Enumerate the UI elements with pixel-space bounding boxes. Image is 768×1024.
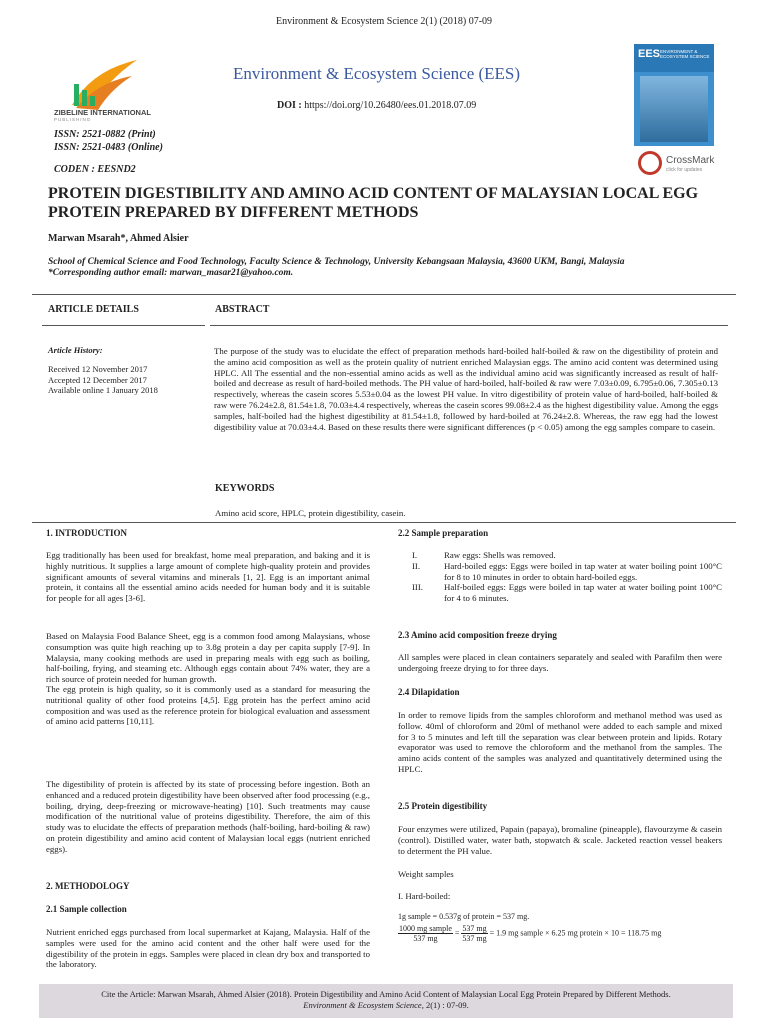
cover-image <box>640 76 708 142</box>
abstract-rule <box>210 325 728 326</box>
issn-online: ISSN: 2521-0483 (Online) <box>54 142 163 153</box>
protein-digestibility-heading: 2.5 Protein digestibility <box>398 801 488 811</box>
dilapidation-heading: 2.4 Dilapidation <box>398 687 460 697</box>
crossmark-badge[interactable] <box>638 150 718 178</box>
list-item: III. Half-boiled eggs: Eggs were boiled in tap water at water boiling point 100°C for 4 to 6 minutes. <box>412 582 722 604</box>
publisher-sub: PUBLISHING <box>54 117 92 122</box>
crossmark-icon <box>638 151 662 175</box>
fraction-1: $\frac{\text{1000 mg sample}}{537 mg}$ <box>399 924 452 943</box>
citation-journal: Environment & Ecosystem Science, <box>303 1000 424 1010</box>
citation-footer <box>39 984 733 1018</box>
crossmark-label: CrossMark <box>666 155 715 166</box>
corresponding-author: *Corresponding author email: marwan_masar21@yahoo.com. <box>48 268 294 278</box>
divider-2 <box>32 522 736 523</box>
article-title: PROTEIN DIGESTIBILITY AND AMINO ACID CONTENT OF MALAYSIAN LOCAL EGG PROTEIN PREPARED BY DIFFERENT METHODS <box>48 185 699 221</box>
doi-link[interactable]: https://doi.org/10.26480/ees.01.2018.07.09 <box>304 100 477 111</box>
running-head: Environment & Ecosystem Science 2(1) (2018) 07-09 <box>275 16 493 27</box>
journal-cover[interactable] <box>634 44 714 146</box>
protein-digestibility-text: Four enzymes were utilized, Papain (papaya), bromaline (pineapple), flavourzyme & casein (control). Distilled water, water bath, stopwatch & scale. Jacketed reaction vessel beakers to determent the PH value. <box>398 824 722 856</box>
equals-sign: = <box>454 928 460 938</box>
history-label: Article History: <box>48 345 103 355</box>
sample-preparation-heading: 2.2 Sample preparation <box>398 528 489 538</box>
intro-paragraph-3: The egg protein is high quality, so it is commonly used as a standard for measuring the nutritional quality of other food proteins [4,5]. Egg protein has the perfect amino acid composition and was used as the reference protein for biological evaluation and assessment of amino acid patterns [10,11]. <box>46 684 370 727</box>
received-date: Received 12 November 2017 <box>48 364 148 374</box>
cover-abbrev: EES <box>638 48 661 60</box>
divider <box>32 294 736 295</box>
hard-boiled-label: I. Hard-boiled: <box>398 891 451 901</box>
crossmark-sub: click for updates <box>666 167 703 173</box>
abstract-heading: ABSTRACT <box>215 304 270 315</box>
dilapidation-text: In order to remove lipids from the samples chloroform and methanol method was used as follow. 40ml of chloroform and 20ml of methanol were added to each sample and mixed for 3 to 5 minutes and left till the separation was clear between protein and lipids. Rotary evaporator was used to remove the chloroform and the methanol from the samples. The amino acids content of the samples was analyzed and quantitatively determined using the HPLC. <box>398 710 722 774</box>
abstract-text: The purpose of the study was to elucidate the effect of preparation methods hard-boiled half-boiled & raw on the digestibility of protein and the amino acid composition as well as the protein quality of nutrient enriched Malaysian eggs. The amino acid content was determined using HPLC. All The essential and the non-essential amino acids as well as the individual amino acid was significantly increased as result of half-boiled and decrease as result of hard-boiled methods. The PH value of hard-boiled, half-boiled & raw were 7.03±0.09, 6.795±0.06, 7.305±0.13 respectively, whereas the casein scores 5.53±0.04 as the lowest PH value. In vitro digestibility of protein value of hard-boiled, half-boiled & raw were 76.24±2.8, 81.54±1.8, 70.03±4.4 respectively, whereas the casein scores 99.08±2.4 as the highest digestibility value. Among the eggs samples, half-boiled had the highest digestibility at 81.54±1.8, followed by hard-boiled at 76.24±2.8. Whereas, the raw egg had the lowest digestibility value at 70.03±4.4. Based on these results there were significant differences (p < 0.05) among the egg samples compare to casein. <box>214 346 718 432</box>
citation-text <box>39 989 733 1011</box>
intro-paragraph-2: Based on Malaysia Food Balance Sheet, egg is a common food among Malaysians, whose consumption was quite high reaching up to 3.8g protein a day per capita supply [7-9]. In Malaysia, many cooking methods are used in preparing meals with egg such as boiling, half-boiling, frying, and steaming etc. Although eggs contain about 74% water, they are a rich source of protein needed for human growth. <box>46 631 370 685</box>
keywords-heading: KEYWORDS <box>215 483 275 494</box>
intro-paragraph-1: Egg traditionally has been used for breakfast, home meal preparation, and baking and it is highly nutritious. It supplies a large amount of complete high-quality protein and provides significant amounts of several vitamins and minerals [1, 2]. Egg is an important animal protein, it contains all the essential amino acids needed for human body and it is suitable for people for all ages [3-6]. <box>46 550 370 604</box>
issn-block <box>54 128 163 154</box>
affiliation: School of Chemical Science and Food Technology, Faculty Science & Technology, University Kebangsaan Malaysia, 43600 UKM, Bangi, Malaysia <box>48 257 625 267</box>
amino-acid-heading: 2.3 Amino acid composition freeze drying <box>398 630 557 640</box>
issn-print: ISSN: 2521-0882 (Print) <box>54 129 156 140</box>
equation-result: = 1.9 mg sample × 6.25 mg protein × 10 = 118.75 mg <box>489 928 662 938</box>
keywords: Amino acid score, HPLC, protein digestibility, casein. <box>215 508 406 518</box>
preparation-list <box>398 550 722 604</box>
amino-acid-text: All samples were placed in clean containers separately and sealed with Parafilm then were undergoing freeze drying to for three days. <box>398 652 722 673</box>
list-item: II. Hard-boiled eggs: Eggs were boiled in tap water at water boiling point 100°C for 8 to 10 minutes in order to obtain hard-boiled eggs. <box>412 560 722 582</box>
coden: CODEN : EESND2 <box>54 164 136 175</box>
publisher-logo-text <box>54 108 154 122</box>
methodology-heading: 2. METHODOLOGY <box>46 881 130 891</box>
equation-2 <box>398 924 661 943</box>
sample-collection-heading: 2.1 Sample collection <box>46 904 127 914</box>
history-dates <box>48 364 158 396</box>
authors: Marwan Msarah*, Ahmed Alsier <box>48 233 189 244</box>
article-details-heading: ARTICLE DETAILS <box>48 304 139 315</box>
weight-samples: Weight samples <box>398 869 454 879</box>
details-rule <box>42 325 205 326</box>
accepted-date: Accepted 12 December 2017 <box>48 374 147 385</box>
doi <box>277 100 476 111</box>
sample-collection-text: Nutrient enriched eggs purchased from local supermarket at Kajang, Malaysia. Half of the samples were used for the amino acid content and the other half were used for the digestibility of the protein in eggs. Samples were placed in clean dry box and transported to the laboratory. <box>46 927 370 970</box>
citation-volume: 2(1) : 07-09. <box>423 1000 469 1010</box>
intro-heading: 1. INTRODUCTION <box>46 528 128 538</box>
doi-label: DOI : <box>277 100 302 111</box>
citation-line-1: Cite the Article: Marwan Msarah, Ahmed Alsier (2018). Protein Digestibility and Amino Acid Content of Malaysian Local Egg Protein Prepared by Different Methods. <box>101 989 671 999</box>
list-item: I. Raw eggs: Shells was removed. <box>412 550 556 560</box>
equation-1: 1g sample = 0.537g of protein = 537 mg. <box>398 912 530 921</box>
journal-title: Environment & Ecosystem Science (EES) <box>233 64 521 83</box>
fraction-2: $\frac{537 mg}{537 mg}$ <box>462 924 487 943</box>
intro-paragraph-4: The digestibility of protein is affected by its state of processing before ingestion. Both an enhanced and a reduced protein digestibility have been observed after food processing (e.g., boiling, drying, deep-freezing or microwave-heating) [10]. Such treatments may cause modification of the nutritional value of proteins digestibility. Therefore, the aim of this study was to elucidate the effects of preparation methods (half-boiling, hard-boiling & raw) on protein digestibility and amino acid content of Malaysian local eggs (nutrient enriched eggs). <box>46 779 370 854</box>
publisher-name: ZIBELINE INTERNATIONAL <box>54 108 151 117</box>
online-date: Available online 1 January 2018 <box>48 385 158 395</box>
cover-subtitle: ENVIRONMENT & ECOSYSTEM SCIENCE <box>660 49 710 59</box>
